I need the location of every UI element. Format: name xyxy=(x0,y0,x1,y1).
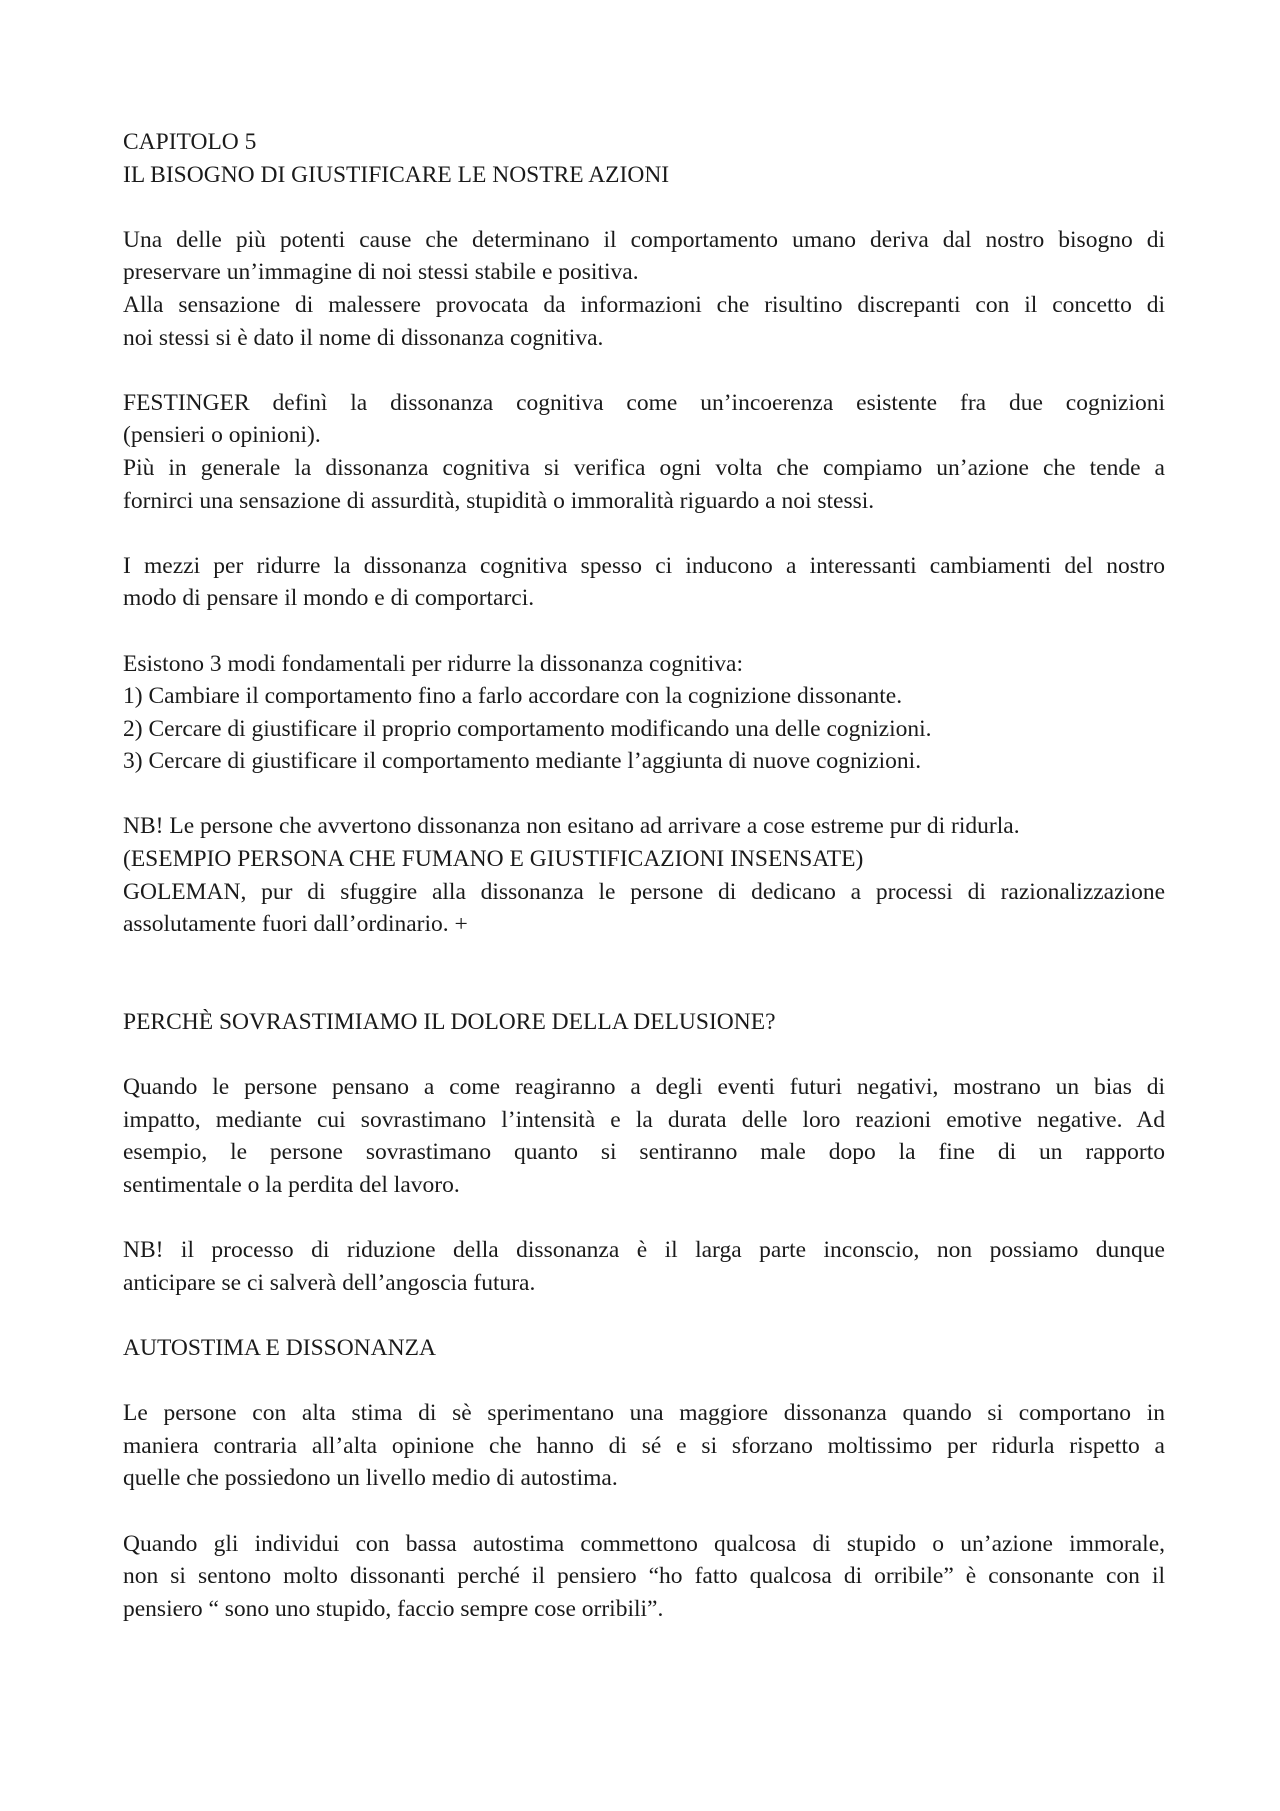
paragraph-line: NB! Le persone che avvertono dissonanza non esitano ad arrivare a cose estreme pur di ridurla. xyxy=(123,813,1020,840)
paragraph-line: (ESEMPIO PERSONA CHE FUMANO E GIUSTIFICAZIONI INSENSATE) xyxy=(123,846,864,873)
list-item: 1) Cambiare il comportamento fino a farlo accordare con la cognizione dissonante. xyxy=(123,683,903,710)
paragraph-line: quelle che possiedono un livello medio di autostima. xyxy=(123,1465,618,1492)
paragraph-line: assolutamente fuori dall’ordinario. + xyxy=(123,911,468,938)
list-item: 3) Cercare di giustificare il comportamento mediante l’aggiunta di nuove cognizioni. xyxy=(123,748,922,775)
paragraph-line: I mezzi per ridurre la dissonanza cognitiva spesso ci inducono a interessanti cambiamenti del nostro xyxy=(123,552,1165,579)
paragraph-line: Quando gli individui con bassa autostima commettono qualcosa di stupido o un’azione immorale, xyxy=(123,1530,1165,1557)
paragraph-spacer xyxy=(123,1039,1165,1072)
paragraph-line: (pensieri o opinioni). xyxy=(123,422,321,449)
chapter-title: IL BISOGNO DI GIUSTIFICARE LE NOSTRE AZIONI xyxy=(123,161,670,188)
paragraph-spacer xyxy=(123,1299,1165,1332)
section-heading: AUTOSTIMA E DISSONANZA xyxy=(123,1334,436,1361)
paragraph-spacer xyxy=(123,1495,1165,1528)
paragraph-line: maniera contraria all’alta opinione che hanno di sé e si sforzano moltissimo per ridurla rispetto a xyxy=(123,1432,1165,1459)
paragraph-spacer xyxy=(123,517,1165,550)
paragraph-spacer xyxy=(123,778,1165,811)
paragraph-spacer xyxy=(123,941,1165,1006)
paragraph-spacer xyxy=(123,615,1165,648)
paragraph-spacer xyxy=(123,354,1165,387)
paragraph-line: FESTINGER definì la dissonanza cognitiva come un’incoerenza esistente fra due cognizioni xyxy=(123,389,1165,416)
paragraph-line: esempio, le persone sovrastimano quanto si sentiranno male dopo la fine di un rapporto xyxy=(123,1139,1165,1166)
paragraph-line: modo di pensare il mondo e di comportarci. xyxy=(123,585,535,612)
paragraph-line: non si sentono molto dissonanti perché il pensiero “ho fatto qualcosa di orribile” è consonante con il xyxy=(123,1563,1165,1590)
paragraph-spacer xyxy=(123,191,1165,224)
paragraph-line: fornirci una sensazione di assurdità, stupidità o immoralità riguardo a noi stessi. xyxy=(123,487,875,514)
list-item: 2) Cercare di giustificare il proprio comportamento modificando una delle cognizioni. xyxy=(123,715,932,742)
paragraph-line: anticipare se ci salverà dell’angoscia futura. xyxy=(123,1269,536,1296)
paragraph-line: Più in generale la dissonanza cognitiva si verifica ogni volta che compiamo un’azione che tende a xyxy=(123,454,1165,481)
paragraph-line: Quando le persone pensano a come reagiranno a degli eventi futuri negativi, mostrano un bias di xyxy=(123,1074,1165,1101)
section-heading: PERCHÈ SOVRASTIMIAMO IL DOLORE DELLA DELUSIONE? xyxy=(123,1009,776,1036)
chapter-number: CAPITOLO 5 xyxy=(123,129,257,155)
paragraph-line: preservare un’immagine di noi stessi stabile e positiva. xyxy=(123,259,639,286)
paragraph-line: impatto, mediante cui sovrastimano l’intensità e la durata delle loro reazioni emotive negative. Ad xyxy=(123,1106,1165,1133)
paragraph-spacer xyxy=(123,1202,1165,1235)
paragraph-line: noi stessi si è dato il nome di dissonanza cognitiva. xyxy=(123,324,604,351)
document-body xyxy=(123,126,1165,1625)
paragraph-line: NB! il processo di riduzione della dissonanza è il larga parte inconscio, non possiamo dunque xyxy=(123,1237,1165,1264)
paragraph-line: Le persone con alta stima di sè sperimentano una maggiore dissonanza quando si comportano in xyxy=(123,1400,1165,1427)
paragraph-line: pensiero “ sono uno stupido, faccio sempre cose orribili”. xyxy=(123,1595,664,1622)
paragraph-spacer xyxy=(123,1365,1165,1398)
paragraph-line: Alla sensazione di malessere provocata da informazioni che risultino discrepanti con il concetto di xyxy=(123,291,1165,318)
paragraph-line: sentimentale o la perdita del lavoro. xyxy=(123,1172,460,1198)
paragraph-line: GOLEMAN, pur di sfuggire alla dissonanza le persone di dedicano a processi di razionalizzazione xyxy=(123,878,1165,905)
paragraph-line: Una delle più potenti cause che determinano il comportamento umano deriva dal nostro bisogno di xyxy=(123,226,1165,253)
paragraph-line: Esistono 3 modi fondamentali per ridurre la dissonanza cognitiva: xyxy=(123,650,743,677)
